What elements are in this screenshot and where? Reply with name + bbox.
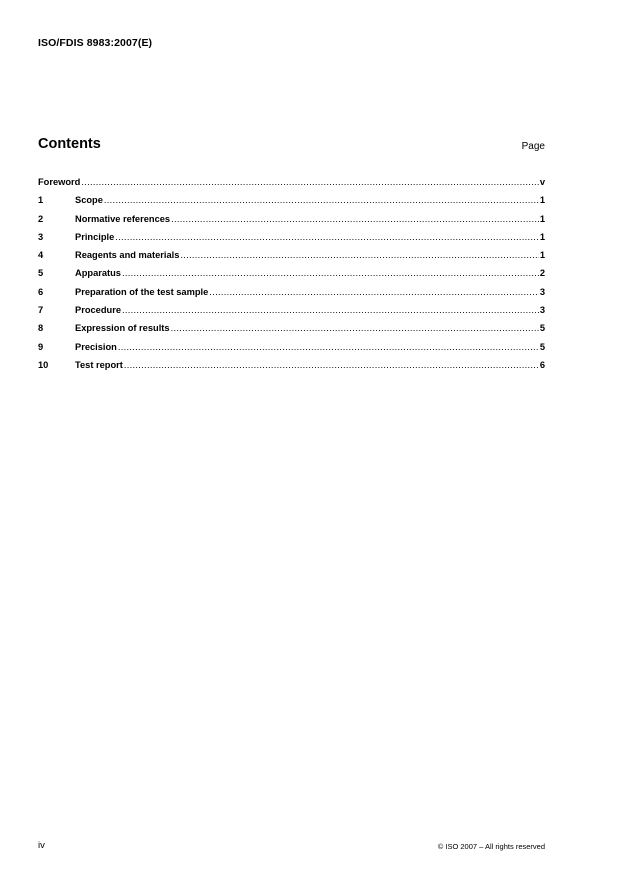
toc-entry-title: Expression of results (75, 323, 170, 334)
footer-page-number: iv (38, 840, 45, 851)
toc-entry-page: 5 (539, 323, 545, 334)
toc-dot-leader (124, 360, 539, 370)
toc-entry-precision[interactable] (38, 342, 545, 360)
toc-entry-title: Normative references (75, 213, 171, 224)
toc-entry-reagents-and-materials[interactable] (38, 250, 545, 268)
page-column-label: Page (521, 141, 545, 152)
toc-dot-leader (115, 232, 539, 242)
table-of-contents (38, 177, 545, 378)
toc-entry-number: 2 (38, 213, 44, 224)
toc-entry-page: 2 (539, 268, 545, 279)
toc-entry-expression-of-results[interactable] (38, 323, 545, 341)
toc-dot-leader (180, 250, 538, 260)
toc-entry-number: 3 (38, 231, 44, 242)
toc-entry-normative-references[interactable] (38, 214, 545, 232)
toc-entry-scope[interactable] (38, 195, 545, 213)
toc-dot-leader (209, 287, 539, 297)
toc-entry-number: 7 (38, 305, 44, 316)
toc-entry-page: 5 (539, 341, 545, 352)
toc-entry-title: Scope (75, 195, 103, 206)
toc-entry-title: Foreword (38, 177, 81, 187)
toc-dot-leader (122, 305, 539, 315)
toc-entry-test-report[interactable] (38, 360, 545, 378)
toc-entry-number: 5 (38, 268, 44, 279)
toc-dot-leader (118, 342, 539, 352)
toc-entry-page: 1 (539, 195, 545, 206)
toc-dot-leader (171, 323, 539, 333)
toc-entry-page: 1 (539, 250, 545, 261)
toc-entry-number: 8 (38, 323, 44, 334)
toc-entry-foreword[interactable] (38, 177, 545, 195)
toc-dot-leader (171, 214, 539, 224)
footer-copyright: © ISO 2007 – All rights reserved (437, 842, 545, 851)
toc-entry-procedure[interactable] (38, 305, 545, 323)
toc-dot-leader (122, 268, 539, 278)
toc-entry-title: Test report (75, 359, 123, 370)
toc-entry-page: 6 (539, 359, 545, 370)
toc-entry-number: 4 (38, 250, 44, 261)
toc-entry-apparatus[interactable] (38, 268, 545, 286)
toc-entry-title: Apparatus (75, 268, 121, 279)
toc-dot-leader (104, 195, 539, 205)
toc-entry-page: 1 (539, 213, 545, 224)
toc-entry-number: 10 (38, 359, 49, 370)
toc-entry-page: 1 (539, 231, 545, 242)
toc-entry-principle[interactable] (38, 232, 545, 250)
toc-entry-preparation-of-test-sample[interactable] (38, 287, 545, 305)
toc-entry-number: 6 (38, 286, 44, 297)
toc-entry-page: 3 (539, 305, 545, 316)
toc-entry-number: 9 (38, 341, 44, 352)
contents-heading: Contents (38, 136, 101, 152)
toc-entry-title: Procedure (75, 305, 121, 316)
toc-entry-number: 1 (38, 195, 44, 206)
toc-dot-leader (81, 177, 538, 187)
toc-entry-title: Precision (75, 341, 117, 352)
toc-entry-title: Reagents and materials (75, 250, 180, 261)
toc-entry-page: 3 (539, 286, 545, 297)
document-id: ISO/FDIS 8983:2007(E) (38, 37, 153, 49)
toc-entry-page: v (539, 177, 545, 187)
toc-entry-title: Principle (75, 231, 115, 242)
toc-entry-title: Preparation of the test sample (75, 286, 209, 297)
